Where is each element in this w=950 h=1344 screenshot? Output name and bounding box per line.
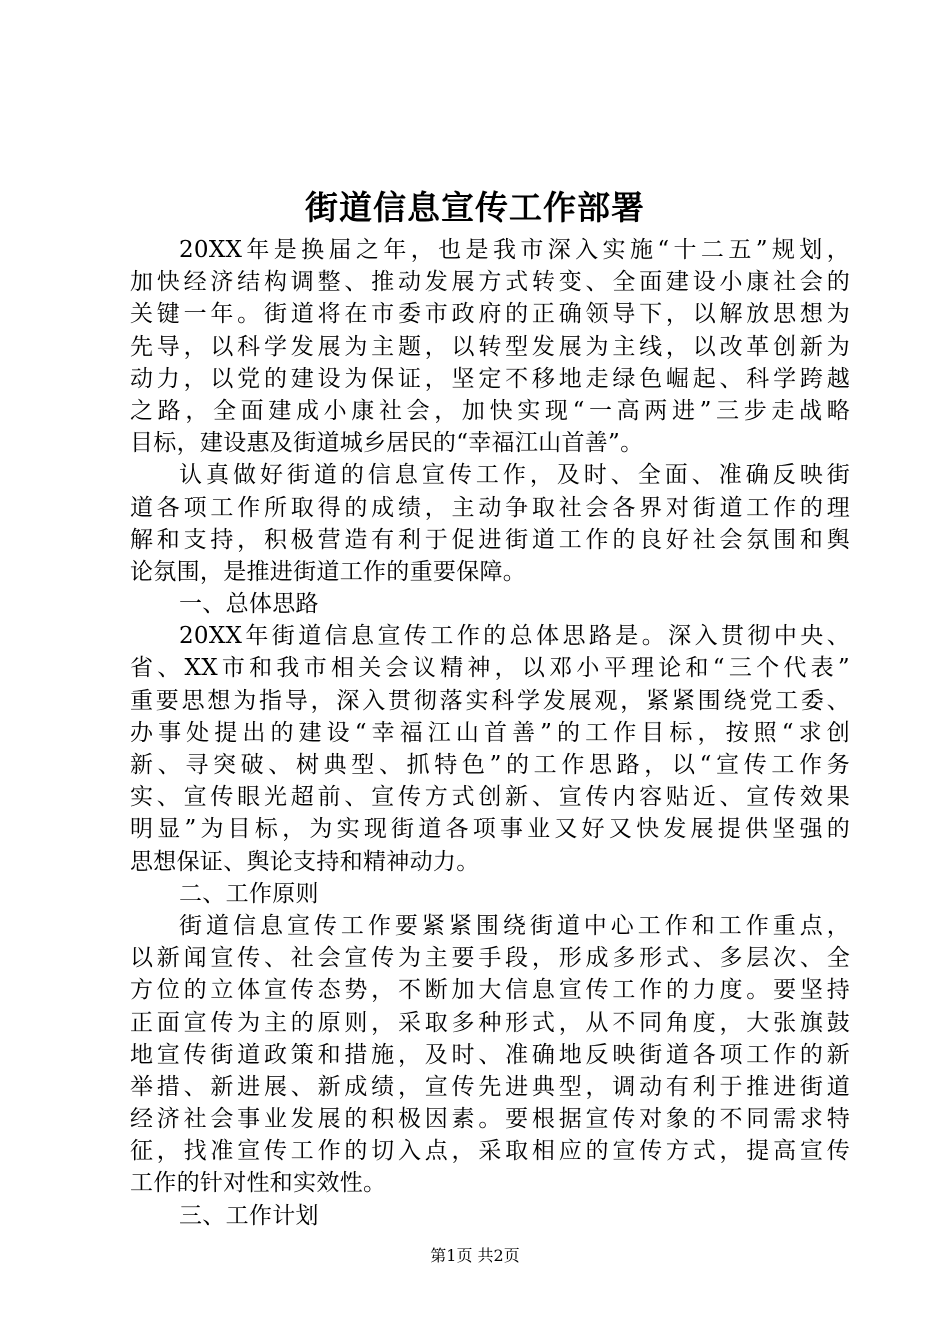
text-line: 明显”为目标，为实现街道各项事业又好又快发展提供坚强的 [130, 816, 850, 843]
document-title: 街道信息宣传工作部署 [305, 188, 645, 227]
text-line: 重要思想为指导，深入贯彻落实科学发展观，紧紧围绕党工委、 [130, 687, 850, 714]
text-line: 方位的立体宣传态势，不断加大信息宣传工作的力度。要坚持 [130, 977, 850, 1004]
text-line: 之路，全面建成小康社会，加快实现“一高两进”三步走战略 [130, 397, 850, 424]
text-line: 举措、新进展、新成绩，宣传先进典型，调动有利于推进街道 [130, 1073, 850, 1100]
text-line: 新、寻突破、树典型、抓特色”的工作思路，以“宣传工作务 [130, 752, 850, 778]
text-line: 办事处提出的建设“幸福江山首善”的工作目标，按照“求创 [130, 719, 850, 746]
section-heading: 二、工作原则 [179, 880, 319, 907]
text-line: 先导，以科学发展为主题，以转型发展为主线，以改革创新为 [130, 333, 850, 360]
page-number: 第1页 共2页 [430, 1246, 520, 1265]
text-line: 以新闻宣传、社会宣传为主要手段，形成多形式、多层次、全 [130, 945, 850, 972]
text-line: 关键一年。街道将在市委市政府的正确领导下，以解放思想为 [130, 301, 850, 328]
text-line: 加快经济结构调整、推动发展方式转变、全面建设小康社会的 [130, 269, 850, 296]
text-line: 20XX年街道信息宣传工作的总体思路是。深入贯彻中央、 [179, 623, 850, 650]
document-body [130, 234, 850, 1232]
text-line: 经济社会事业发展的积极因素。要根据宣传对象的不同需求特 [130, 1106, 850, 1133]
text-line: 街道信息宣传工作要紧紧围绕街道中心工作和工作重点， [179, 912, 850, 939]
text-line: 解和支持，积极营造有利于促进街道工作的良好社会氛围和舆 [130, 526, 850, 553]
text-line: 20XX年是换届之年，也是我市深入实施“十二五”规划， [179, 237, 850, 263]
text-line: 目标，建设惠及街道城乡居民的“幸福江山首善”。 [130, 430, 644, 457]
text-line: 省、XX市和我市相关会议精神，以邓小平理论和“三个代表” [130, 655, 850, 682]
text-line: 思想保证、舆论支持和精神动力。 [130, 848, 480, 875]
text-line: 工作的针对性和实效性。 [130, 1170, 387, 1197]
text-line: 正面宣传为主的原则，采取多种形式，从不同角度，大张旗鼓 [130, 1009, 850, 1036]
text-line: 道各项工作所取得的成绩，主动争取社会各界对街道工作的理 [130, 494, 850, 521]
text-line: 征，找准宣传工作的切入点，采取相应的宣传方式，提高宣传 [130, 1138, 850, 1165]
text-line: 动力，以党的建设为保证，坚定不移地走绿色崛起、科学跨越 [130, 365, 850, 392]
text-line: 论氛围，是推进街道工作的重要保障。 [130, 558, 527, 585]
text-line: 认真做好街道的信息宣传工作，及时、全面、准确反映街 [179, 462, 850, 489]
text-line: 实、宣传眼光超前、宣传方式创新、宣传内容贴近、宣传效果 [130, 784, 850, 811]
text-line: 地宣传街道政策和措施，及时、准确地反映街道各项工作的新 [130, 1041, 850, 1068]
section-heading: 三、工作计划 [179, 1202, 319, 1229]
section-heading: 一、总体思路 [179, 591, 319, 618]
